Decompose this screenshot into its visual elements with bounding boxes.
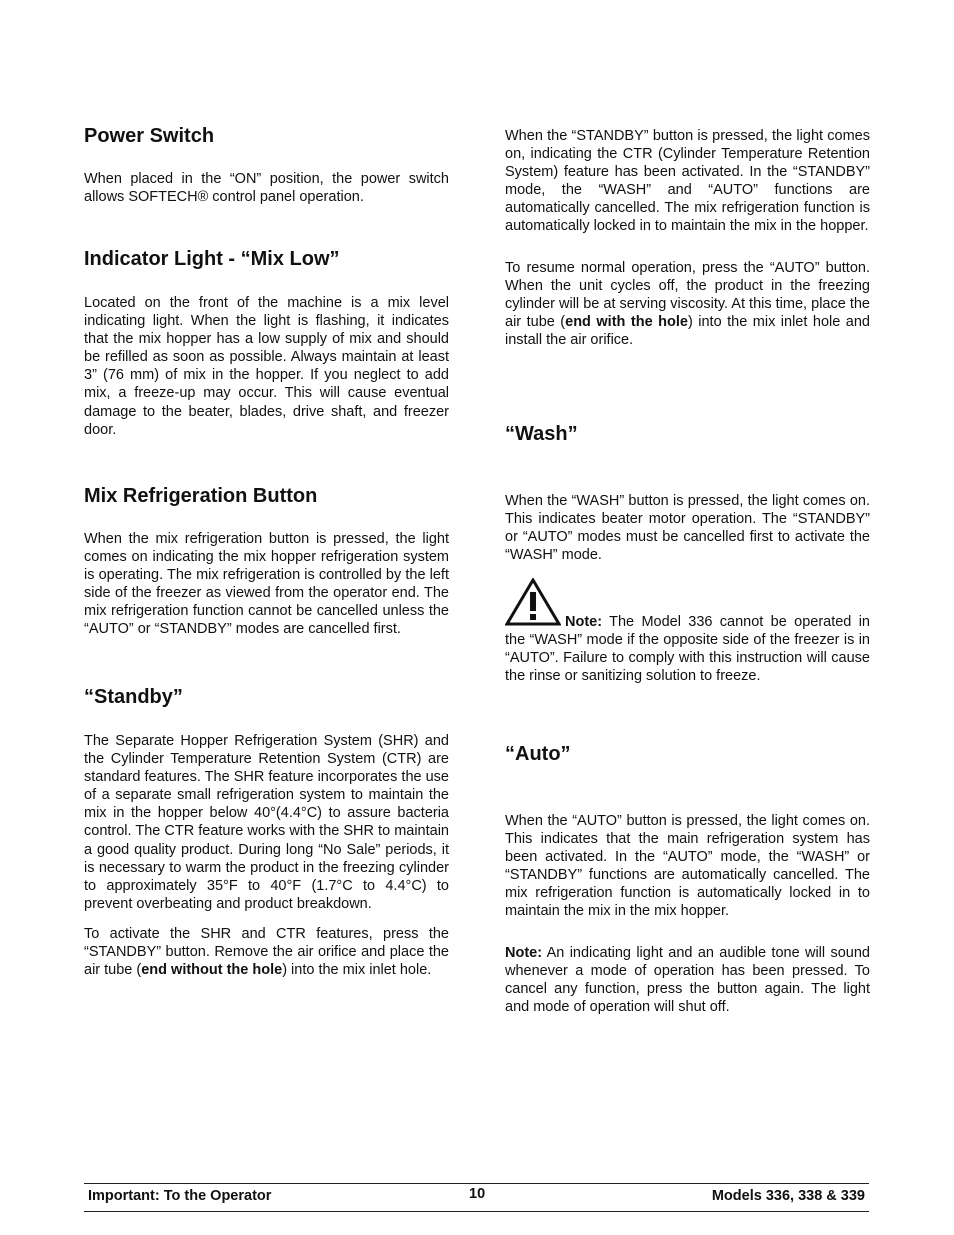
wash-text: When the “WASH” button is pressed, the light comes on. This indicates beater motor operation. The “STANDBY” or “AUTO” modes must be cancelled first to activate the “WASH” mode. — [505, 493, 870, 564]
auto-text: When the “AUTO” button is pressed, the light comes on. This indicates that the main refrigeration system has been activated. In the “AUTO” mode, the “WASH” or “STANDBY” functions are automatically cancelled. The mix refrigeration function is automatically locked in to maintain the mix in the mix hopper. — [505, 813, 870, 920]
wash-heading: “Wash” — [505, 423, 578, 445]
warning-triangle-icon — [505, 578, 561, 626]
power-switch-section — [84, 124, 449, 206]
auto-note-text — [505, 944, 870, 1016]
resume-pre: To resume normal operation, press the “AUTO” button. When the unit cycles off, the product in the freezing cylinder will be at serving viscosity. At this time, place the air tube ( — [505, 259, 870, 330]
standby-activate-bold: end without the hole — [141, 962, 283, 979]
mix-refrigeration-section — [84, 484, 449, 639]
footer-right: Models 336, 338 & 339 — [711, 1188, 865, 1204]
indicator-text: Located on the front of the machine is a mix level indicating light. When the light is flashing, it indicates that the mix hopper has a low supply of mix and should be refilled as soon as possible. Always maintain at least 3” (76 mm) of mix in the hopper. If you neglect to add mix, a freeze-up may occur. This will cause eventual damage to the beater, blades, drive shaft, and freezer door. — [84, 295, 449, 438]
standby-activate-pre: To activate the SHR and CTR features, press the “STANDBY” button. Remove the air orifice and place the air tube ( — [84, 925, 449, 979]
wash-note-body: The Model 336 cannot be operated in the “WASH” mode if the opposite side of the freezer is in “AUTO”. Failure to comply with this instruction will cause the rinse or sanitizing solution to freeze. — [505, 614, 870, 685]
auto-note-body: An indicating light and an audible tone will sound whenever a mode of operation has been pressed. To cancel any function, press the button again. The light and mode of operation will shut off. — [505, 944, 870, 1015]
resume-text — [505, 259, 870, 349]
wash-note — [505, 578, 870, 685]
mix-refrigeration-heading: Mix Refrigeration Button — [84, 485, 318, 507]
standby-continued-section — [505, 127, 870, 349]
standby-text: The Separate Hopper Refrigeration System (SHR) and the Cylinder Temperature Retention System (CTR) are standard features. The SHR feature incorporates the use of a separate small refrigeration system to maintain the mix in the hopper below 40°(4.4°C) to assure bacteria control. The CTR feature works with the SHR to maintain a good quality product. During long “No Sale” periods, it is necessary to warm the product in the freezing cylinder to approximately 35°F to 40°F (1.7°C to 4.4°C) to prevent overbeating and product breakdown. — [84, 733, 449, 912]
indicator-section — [84, 247, 449, 439]
standby-section — [84, 685, 449, 979]
power-switch-text: When placed in the “ON” position, the power switch allows SOFTECH® control panel operation. — [84, 171, 449, 206]
resume-post: ) into the mix inlet hole and install the air orifice. — [505, 313, 870, 348]
auto-section — [505, 742, 870, 1016]
indicator-heading: Indicator Light - “Mix Low” — [84, 248, 340, 270]
footer-left: Important: To the Operator — [88, 1188, 272, 1204]
standby-activate-text — [84, 925, 449, 979]
standby-heading: “Standby” — [84, 686, 183, 708]
standby-pressed-text: When the “STANDBY” button is pressed, the light comes on, indicating the CTR (Cylinder Temperature Retention System) feature has been activated. In the “STANDBY” mode, the “WASH” and “AUTO” functions are automatically cancelled. The mix refrigeration function is automatically locked in to maintain the mix in the hopper. — [505, 128, 870, 235]
page-footer — [84, 1183, 869, 1212]
power-switch-heading: Power Switch — [84, 125, 215, 147]
auto-note-label: Note: — [505, 944, 543, 961]
standby-activate-post: ) into the mix inlet hole. — [282, 962, 432, 979]
auto-heading: “Auto” — [505, 743, 571, 765]
wash-section — [505, 422, 870, 564]
wash-note-label: Note: — [565, 614, 603, 630]
resume-bold: end with the hole — [565, 313, 688, 330]
mix-refrigeration-text: When the mix refrigeration button is pressed, the light comes on indicating the mix hopper refrigeration system is operating. The mix refrigeration is controlled by the left side of the freezer as viewed from the operator end. The mix refrigeration function cannot be cancelled unless the “AUTO” or “STANDBY” modes are cancelled first. — [84, 531, 449, 638]
page-number: 10 — [469, 1186, 486, 1202]
